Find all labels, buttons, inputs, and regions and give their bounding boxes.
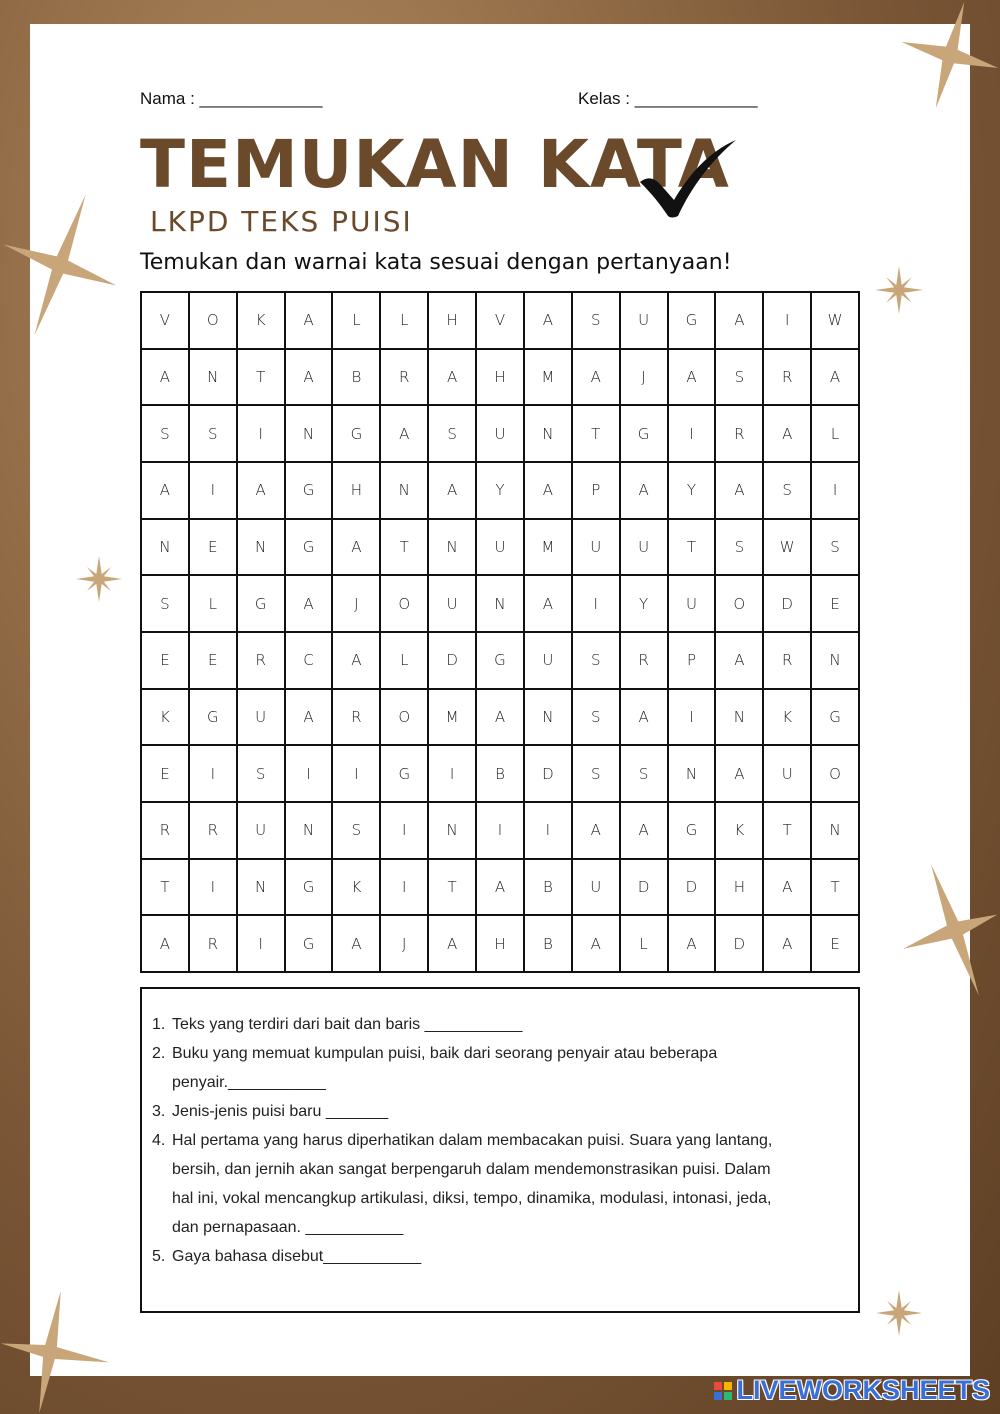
grid-cell[interactable]: A (141, 915, 189, 972)
grid-cell[interactable]: G (285, 859, 333, 916)
grid-cell[interactable]: N (668, 745, 716, 802)
question-line (172, 1184, 771, 1213)
grid-cell[interactable]: R (763, 349, 811, 406)
logo-text: LIVEWORKSHEETS (736, 1375, 990, 1405)
question-text: penyair.___________ (172, 1074, 326, 1091)
question-line (152, 1010, 522, 1039)
grid-cell[interactable]: I (189, 859, 237, 916)
grid-cell[interactable]: I (285, 745, 333, 802)
grid-cell[interactable]: A (763, 405, 811, 462)
grid-cell[interactable]: J (380, 915, 428, 972)
grid-cell[interactable]: W (763, 519, 811, 576)
grid-cell[interactable]: A (715, 745, 763, 802)
grid-cell[interactable]: U (620, 292, 668, 349)
grid-cell[interactable]: A (332, 915, 380, 972)
grid-cell[interactable]: G (189, 689, 237, 746)
grid-cell[interactable]: A (380, 405, 428, 462)
grid-cell[interactable]: K (141, 689, 189, 746)
grid-cell[interactable]: O (715, 575, 763, 632)
grid-cell[interactable]: H (332, 462, 380, 519)
grid-cell[interactable]: O (811, 745, 859, 802)
grid-cell[interactable]: Y (668, 462, 716, 519)
grid-cell[interactable]: B (332, 349, 380, 406)
grid-cell[interactable]: G (285, 519, 333, 576)
question-text: hal ini, vokal mencangkup artikulasi, diksi, tempo, dinamika, modulasi, intonasi, jeda, (172, 1190, 772, 1207)
grid-cell[interactable]: N (285, 802, 333, 859)
grid-cell[interactable]: N (524, 405, 572, 462)
name-field[interactable]: Nama : _____________ (140, 89, 323, 108)
question-number: 5. (152, 1248, 166, 1265)
grid-cell[interactable]: A (763, 859, 811, 916)
grid-cell[interactable]: A (285, 292, 333, 349)
grid-cell[interactable]: G (237, 575, 285, 632)
grid-cell[interactable]: A (715, 292, 763, 349)
grid-cell[interactable]: A (524, 462, 572, 519)
grid-cell[interactable]: I (189, 745, 237, 802)
grid-cell[interactable]: A (620, 802, 668, 859)
grid-cell[interactable]: A (141, 462, 189, 519)
grid-cell[interactable]: T (811, 859, 859, 916)
grid-cell[interactable]: I (380, 802, 428, 859)
liveworksheets-logo (714, 1375, 990, 1406)
grid-cell[interactable]: E (189, 519, 237, 576)
grid-cell[interactable]: N (524, 689, 572, 746)
grid-cell[interactable]: S (572, 292, 620, 349)
grid-cell[interactable]: A (715, 632, 763, 689)
grid-cell[interactable]: A (668, 915, 716, 972)
star-decoration-left-small (76, 556, 122, 602)
grid-cell[interactable]: S (811, 519, 859, 576)
grid-cell[interactable]: A (620, 462, 668, 519)
grid-cell[interactable]: N (141, 519, 189, 576)
grid-cell[interactable]: L (332, 292, 380, 349)
grid-cell[interactable]: G (285, 915, 333, 972)
grid-cell[interactable]: S (763, 462, 811, 519)
star-decoration-top-right (900, 0, 1000, 110)
grid-cell[interactable]: U (620, 519, 668, 576)
question-line (172, 1068, 326, 1097)
grid-cell[interactable]: E (811, 575, 859, 632)
grid-cell[interactable]: G (332, 405, 380, 462)
grid-cell[interactable]: R (332, 689, 380, 746)
grid-cell[interactable]: M (524, 349, 572, 406)
grid-cell[interactable]: U (572, 519, 620, 576)
grid-cell[interactable]: H (476, 349, 524, 406)
grid-cell[interactable]: U (476, 405, 524, 462)
question-line (152, 1097, 388, 1126)
grid-cell[interactable]: S (141, 405, 189, 462)
question-text: Jenis-jenis puisi baru _______ (172, 1103, 389, 1120)
grid-cell[interactable]: G (380, 745, 428, 802)
grid-cell[interactable]: R (189, 802, 237, 859)
grid-cell[interactable]: L (811, 405, 859, 462)
page-subtitle: LKPD TEKS PUISI (150, 205, 413, 238)
grid-cell[interactable]: G (620, 405, 668, 462)
question-text: Hal pertama yang harus diperhatikan dalam membacakan puisi. Suara yang lantang, (172, 1132, 773, 1149)
grid-cell[interactable]: T (141, 859, 189, 916)
grid-cell[interactable]: N (428, 802, 476, 859)
grid-cell[interactable]: S (620, 745, 668, 802)
grid-cell[interactable]: A (476, 859, 524, 916)
grid-cell[interactable]: S (189, 405, 237, 462)
grid-cell[interactable]: E (141, 745, 189, 802)
grid-cell[interactable]: G (285, 462, 333, 519)
question-text: bersih, dan jernih akan sangat berpengaruh dalam mendemonstrasikan puisi. Dalam (172, 1161, 771, 1178)
grid-cell[interactable]: A (428, 349, 476, 406)
grid-cell[interactable]: T (763, 802, 811, 859)
grid-cell[interactable]: A (428, 462, 476, 519)
question-text: Gaya bahasa disebut___________ (172, 1248, 422, 1265)
grid-cell[interactable]: A (237, 462, 285, 519)
grid-cell[interactable]: S (572, 689, 620, 746)
grid-cell[interactable]: O (380, 575, 428, 632)
grid-cell[interactable]: A (572, 349, 620, 406)
grid-cell[interactable]: S (715, 349, 763, 406)
grid-cell[interactable]: S (237, 745, 285, 802)
grid-cell[interactable]: A (572, 802, 620, 859)
star-decoration-bottom-right-small (876, 1290, 922, 1336)
word-search-grid (140, 291, 860, 973)
grid-cell[interactable]: E (811, 915, 859, 972)
grid-cell[interactable]: D (524, 745, 572, 802)
star-decoration-left-large (0, 190, 120, 340)
grid-cell[interactable]: D (428, 632, 476, 689)
grid-cell[interactable]: I (668, 405, 716, 462)
grid-cell[interactable]: I (476, 802, 524, 859)
grid-cell[interactable]: V (476, 292, 524, 349)
grid-cell[interactable]: A (763, 915, 811, 972)
grid-cell[interactable]: N (237, 519, 285, 576)
question-text: Teks yang terdiri dari bait dan baris ___________ (172, 1016, 523, 1033)
grid-cell[interactable]: K (715, 802, 763, 859)
instruction-text: Temukan dan warnai kata sesuai dengan pertanyaan! (140, 250, 732, 275)
grid-cell[interactable]: S (715, 519, 763, 576)
grid-cell[interactable]: A (332, 519, 380, 576)
star-decoration-right-small (875, 266, 923, 314)
grid-cell[interactable]: C (285, 632, 333, 689)
grid-cell[interactable]: I (237, 405, 285, 462)
grid-cell[interactable]: A (428, 915, 476, 972)
grid-cell[interactable]: U (476, 519, 524, 576)
grid-cell[interactable]: I (811, 462, 859, 519)
grid-cell[interactable]: S (428, 405, 476, 462)
grid-cell[interactable]: U (524, 632, 572, 689)
grid-cell[interactable]: I (332, 745, 380, 802)
grid-cell[interactable]: P (668, 632, 716, 689)
grid-cell[interactable]: L (620, 915, 668, 972)
grid-cell[interactable]: U (763, 745, 811, 802)
grid-cell[interactable]: L (380, 632, 428, 689)
grid-cell[interactable]: A (572, 915, 620, 972)
grid-cell[interactable]: N (715, 689, 763, 746)
grid-cell[interactable]: A (524, 575, 572, 632)
grid-cell[interactable]: N (189, 349, 237, 406)
grid-cell[interactable]: R (620, 632, 668, 689)
grid-cell[interactable]: Y (620, 575, 668, 632)
grid-cell[interactable]: G (476, 632, 524, 689)
page-title: TEMUKAN KATA (140, 126, 730, 203)
grid-cell[interactable]: O (380, 689, 428, 746)
checkmark-icon (638, 138, 738, 220)
grid-cell[interactable]: J (332, 575, 380, 632)
question-line (172, 1213, 403, 1242)
grid-cell[interactable]: A (668, 349, 716, 406)
grid-cell[interactable]: R (380, 349, 428, 406)
grid-cell[interactable]: I (237, 915, 285, 972)
grid-cell[interactable]: D (620, 859, 668, 916)
grid-cell[interactable]: T (428, 859, 476, 916)
grid-cell[interactable]: U (572, 859, 620, 916)
grid-cell[interactable]: B (524, 859, 572, 916)
grid-cell[interactable]: K (763, 689, 811, 746)
question-number: 1. (152, 1016, 166, 1033)
grid-cell[interactable]: R (189, 915, 237, 972)
grid-cell[interactable]: U (237, 689, 285, 746)
question-line (152, 1126, 772, 1155)
question-text: dan pernapasaan. ___________ (172, 1219, 404, 1236)
grid-cell[interactable]: K (332, 859, 380, 916)
grid-cell[interactable]: I (524, 802, 572, 859)
grid-cell[interactable]: N (380, 462, 428, 519)
grid-cell[interactable]: R (763, 632, 811, 689)
grid-cell[interactable]: T (668, 519, 716, 576)
grid-cell[interactable]: O (189, 292, 237, 349)
grid-cell[interactable]: L (380, 292, 428, 349)
grid-cell[interactable]: I (668, 689, 716, 746)
question-number: 2. (152, 1045, 166, 1062)
star-decoration-right-large (900, 860, 1000, 1000)
grid-cell[interactable]: G (668, 292, 716, 349)
question-text: Buku yang memuat kumpulan puisi, baik dari seorang penyair atau beberapa (172, 1045, 718, 1062)
grid-cell[interactable]: Y (476, 462, 524, 519)
grid-cell[interactable]: I (763, 292, 811, 349)
grid-cell[interactable]: A (285, 689, 333, 746)
question-line (172, 1155, 771, 1184)
grid-cell[interactable]: H (715, 859, 763, 916)
grid-cell[interactable]: G (811, 689, 859, 746)
grid-cell[interactable]: H (428, 292, 476, 349)
liveworksheets-mark-icon (714, 1382, 732, 1400)
grid-cell[interactable]: U (237, 802, 285, 859)
grid-cell[interactable]: D (715, 915, 763, 972)
question-number: 3. (152, 1103, 166, 1120)
grid-cell[interactable]: I (189, 462, 237, 519)
grid-cell[interactable]: A (811, 349, 859, 406)
grid-cell[interactable]: A (620, 689, 668, 746)
grid-cell[interactable]: W (811, 292, 859, 349)
grid-cell[interactable]: E (189, 632, 237, 689)
grid-cell[interactable]: K (237, 292, 285, 349)
grid-cell[interactable]: V (141, 292, 189, 349)
grid-cell[interactable]: N (237, 859, 285, 916)
question-line (152, 1039, 717, 1068)
grid-cell[interactable]: B (476, 745, 524, 802)
star-decoration-bottom-left (0, 1290, 110, 1414)
grid-cell[interactable]: R (237, 632, 285, 689)
question-line (152, 1242, 421, 1271)
grid-cell[interactable]: S (141, 575, 189, 632)
grid-cell[interactable]: A (524, 292, 572, 349)
grid-cell[interactable]: R (715, 405, 763, 462)
grid-cell[interactable]: L (189, 575, 237, 632)
grid-cell[interactable]: U (428, 575, 476, 632)
grid-cell[interactable]: G (668, 802, 716, 859)
grid-cell[interactable]: M (428, 689, 476, 746)
grid-cell[interactable]: M (524, 519, 572, 576)
grid-cell[interactable]: T (380, 519, 428, 576)
grid-cell[interactable]: N (428, 519, 476, 576)
grid-cell[interactable]: U (668, 575, 716, 632)
grid-cell[interactable]: D (763, 575, 811, 632)
grid-cell[interactable]: P (572, 462, 620, 519)
grid-cell[interactable]: N (811, 632, 859, 689)
grid-cell[interactable]: N (811, 802, 859, 859)
grid-cell[interactable]: I (572, 575, 620, 632)
grid-cell[interactable]: J (620, 349, 668, 406)
grid-cell[interactable]: B (524, 915, 572, 972)
grid-cell[interactable]: I (428, 745, 476, 802)
grid-cell[interactable]: A (332, 632, 380, 689)
grid-cell[interactable]: A (285, 575, 333, 632)
grid-cell[interactable]: S (572, 632, 620, 689)
grid-cell[interactable]: N (285, 405, 333, 462)
grid-cell[interactable]: S (572, 745, 620, 802)
grid-cell[interactable]: A (715, 462, 763, 519)
class-field[interactable]: Kelas : _____________ (578, 89, 758, 108)
question-number: 4. (152, 1132, 166, 1149)
grid-cell[interactable]: S (332, 802, 380, 859)
grid-cell[interactable]: A (476, 689, 524, 746)
grid-cell[interactable]: A (285, 349, 333, 406)
grid-cell[interactable]: H (476, 915, 524, 972)
grid-cell[interactable]: N (476, 575, 524, 632)
grid-cell[interactable]: A (141, 349, 189, 406)
grid-cell[interactable]: T (572, 405, 620, 462)
grid-cell[interactable]: T (237, 349, 285, 406)
grid-cell[interactable]: R (141, 802, 189, 859)
grid-cell[interactable]: D (668, 859, 716, 916)
grid-cell[interactable]: I (380, 859, 428, 916)
grid-cell[interactable]: E (141, 632, 189, 689)
